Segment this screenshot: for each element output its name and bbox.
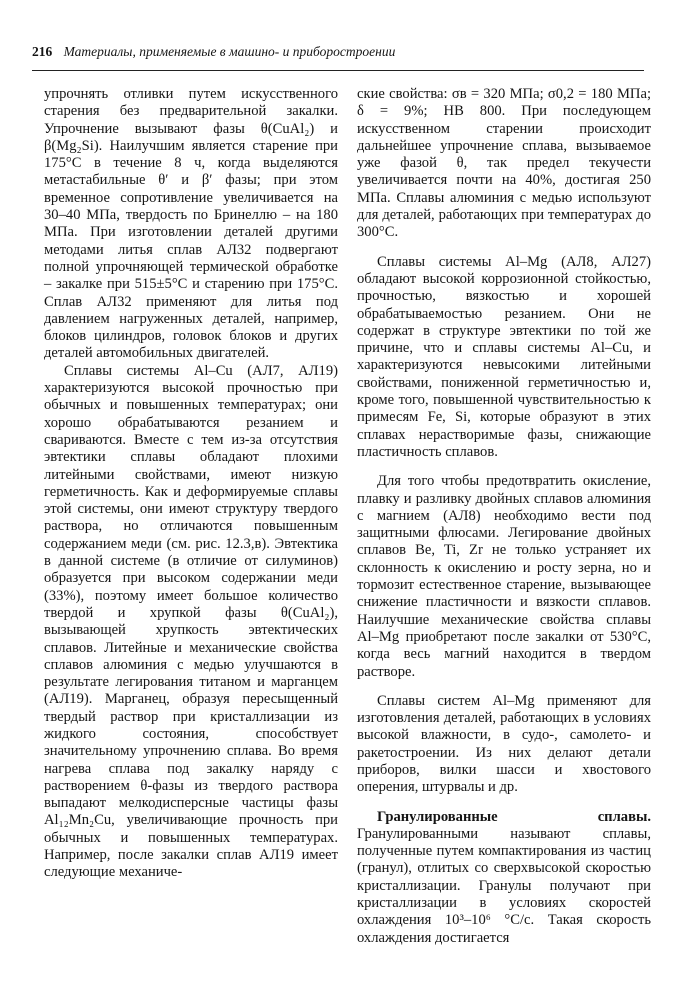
granulated-alloys-heading: Гранулированные сплавы. (377, 808, 651, 825)
header-rule (32, 70, 644, 71)
paragraph-al-cu-alloys: Сплавы системы Al–Cu (АЛ7, АЛ19) характеризуются высокой прочностью при обычных и повышенных температурах; они хорошо обрабатываются резанием и свариваются. Вместе с тем из-за отсутствия эвтектики сплавы обладают плохими литейными свойствами, имеют низкую герметичность. Как и деформируемые сплавы этой системы, они имеют структуру твердого раствора, но отличаются повышенным содержанием меди (см. рис. 12.3,в). Эвтектика в данной системе (в отличие от силуминов) образуется при высоком содержании меди (33%), поэтому имеет большое количество твердой и хрупкой фазы θ(CuAl₂), вызывающей хрупкость эвтектических сплавов. Литейные и механические свойства сплавов алюминия с медью улучшаются в результате легирования титаном и марганцем (АЛ19). Марганец, образуя пересыщенный твердый раствор при кристаллизации из жидкого состояния, способствует значительному упрочнению сплава. Во время нагрева сплава под закалку наряду с растворением θ-фазы из твердого раствора выпадают мелкодисперсные частицы фазы Al₁₂Mn₂Cu, увеличивающие прочность при обычных и повышенных температурах. Например, после закалки сплав АЛ19 имеет следующие механиче- (44, 362, 338, 881)
granulated-alloys-text: Гранулированными называют сплавы, полученные путем компактирования из частиц (гранул), отлитых со сверхвысокой скоростью кристаллизации. Гранулы получают при кристаллизации в условиях скоростей охлаждения 10³–10⁶ °C/c. Такая скорость охлаждения достигается (357, 825, 651, 946)
left-column (44, 86, 338, 882)
page-number: 216 (32, 44, 53, 59)
paragraph-al32-aging: упрочнять отливки путем искусственного старения без предварительной закалки. Упрочнение вызывают фазы θ(CuAl₂) и β(Mg₂Si). Наилучшим является старение при 175°C в течение 8 ч, когда выделяются метастабильные θ′ и β′ фазы; при этом временное сопротивление увеличивается на 30–40 МПа, твердость по Бринеллю – на 180 МПа. При изготовлении деталей другими методами литья сплав АЛ32 подвергают полной упрочняющей термической обработке – закалке при 515±5°C и старению при 175°C. Сплав АЛ32 применяют для литья под давлением нагруженных деталей, например, блоков цилиндров, головок блоков и других деталей автомобильных двигателей. (44, 86, 338, 362)
paragraph-mechanical-properties: ские свойства: σв = 320 МПа; σ0,2 = 180 МПа; δ = 9%; HB 800. При последующем искусственном старении происходит дальнейшее упрочнение сплава, вызываемое уже фазой θ, так предел текучести увеличивается почти на 40%, достигая 250 МПа. Сплавы алюминия с медью используют для деталей, работающих при температурах до 300°C. (357, 86, 651, 241)
right-column (357, 86, 651, 947)
running-header (32, 44, 652, 64)
paragraph-al-mg-alloys: Сплавы системы Al–Mg (АЛ8, АЛ27) обладают высокой коррозионной стойкостью, прочностью, вязкостью и хорошей обрабатываемостью резанием. Они не содержат в структуре эвтектики по той же причине, что и сплавы системы Al–Cu, и характеризуются невысокими литейными свойствами, пониженной герметичностью и, кроме того, повышенной чувствительностью к примесям Fe, Si, которые образуют в этих сплавах нерастворимые фазы, снижающие пластичность сплавов. (357, 253, 651, 460)
paragraph-oxidation-prevention: Для того чтобы предотвратить окисление, плавку и разливку двойных сплавов алюминия с магнием (АЛ8) необходимо вести под защитными флюсами. Легирование двойных сплавов Be, Ti, Zr не только устраняет их склонность к окислению и росту зерна, но и тормозит естественное старение, вызывающее снижение пластичности и вязкости сплавов. Наилучшие механические свойства сплавы Al–Mg приобретают после закалки от 530°C, когда весь магний находится в твердом растворе. (357, 473, 651, 680)
paragraph-al-mg-applications: Сплавы систем Al–Mg применяют для изготовления деталей, работающих в условиях высокой влажности, в судо-, самолето- и ракетостроении. Из них делают детали приборов, вилки шасси и хвостового оперения, штурвалы и др. (357, 692, 651, 796)
running-title: Материалы, применяемые в машино- и приборостроении (63, 44, 396, 59)
paragraph-granulated-alloys (357, 809, 651, 947)
